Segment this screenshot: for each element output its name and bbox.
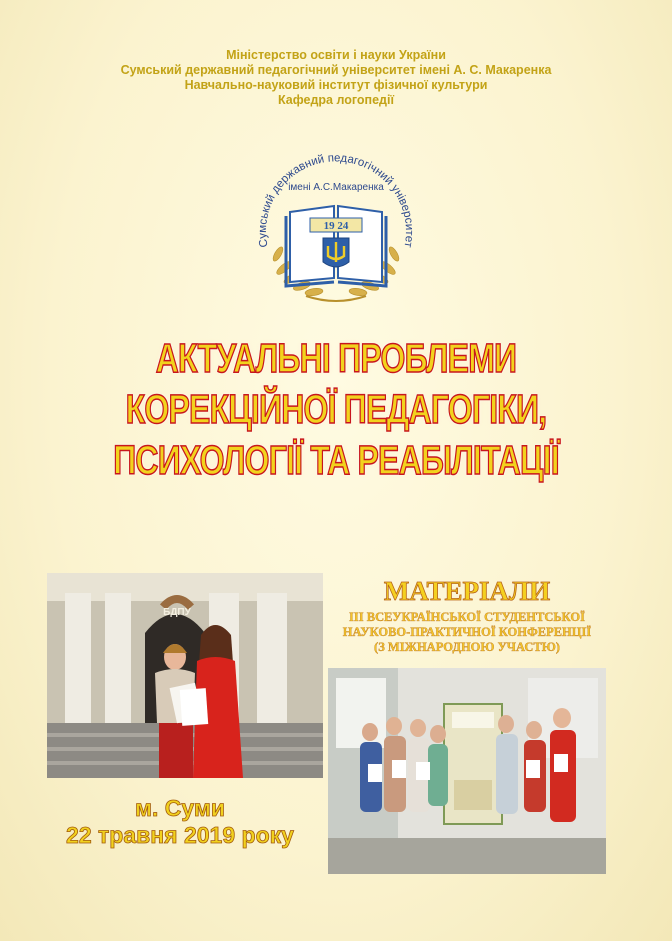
date: 22 травня 2019 року xyxy=(66,822,294,848)
institution-header xyxy=(0,48,672,108)
title-line-1: АКТУАЛЬНІ ПРОБЛЕМИ xyxy=(155,335,517,381)
conference-line-1: III ВСЕУКРАЇНСЬКОЇ СТУДЕНТСЬКОЇ xyxy=(349,610,585,624)
conference-line-2: НАУКОВО-ПРАКТИЧНОЇ КОНФЕРЕНЦІЇ xyxy=(342,625,592,639)
photo-building-entrance xyxy=(47,573,323,778)
founding-year: 19 24 xyxy=(323,220,349,232)
department-name: Кафедра логопедії xyxy=(278,93,394,107)
materials-heading: МАТЕРІАЛИ xyxy=(383,576,551,606)
conference-description xyxy=(318,610,616,655)
place-and-date xyxy=(40,795,320,849)
photo-conference-group xyxy=(328,668,606,874)
building-sign: БДПУ xyxy=(163,607,191,618)
ministry-name: Міністерство освіти і науки України xyxy=(226,48,446,62)
title-line-3: ПСИХОЛОГІЇ ТА РЕАБІЛІТАЦІЇ xyxy=(113,437,559,483)
university-logo xyxy=(246,150,426,310)
institute-name: Навчально-науковий інститут фізичної культури xyxy=(184,78,488,92)
logo-ring-text: Сумський державний педагогічний університет xyxy=(256,152,416,249)
document-title xyxy=(74,333,598,486)
logo-name-line: імені А.С.Макаренка xyxy=(288,182,384,193)
conference-line-3: (З МІЖНАРОДНОЮ УЧАСТЮ) xyxy=(374,640,560,654)
title-line-2: КОРЕКЦІЙНОЇ ПЕДАГОГІКИ, xyxy=(125,386,547,432)
city: м. Суми xyxy=(134,795,226,821)
university-name: Сумський державний педагогічний університет імені А. С. Макаренка xyxy=(120,63,552,77)
